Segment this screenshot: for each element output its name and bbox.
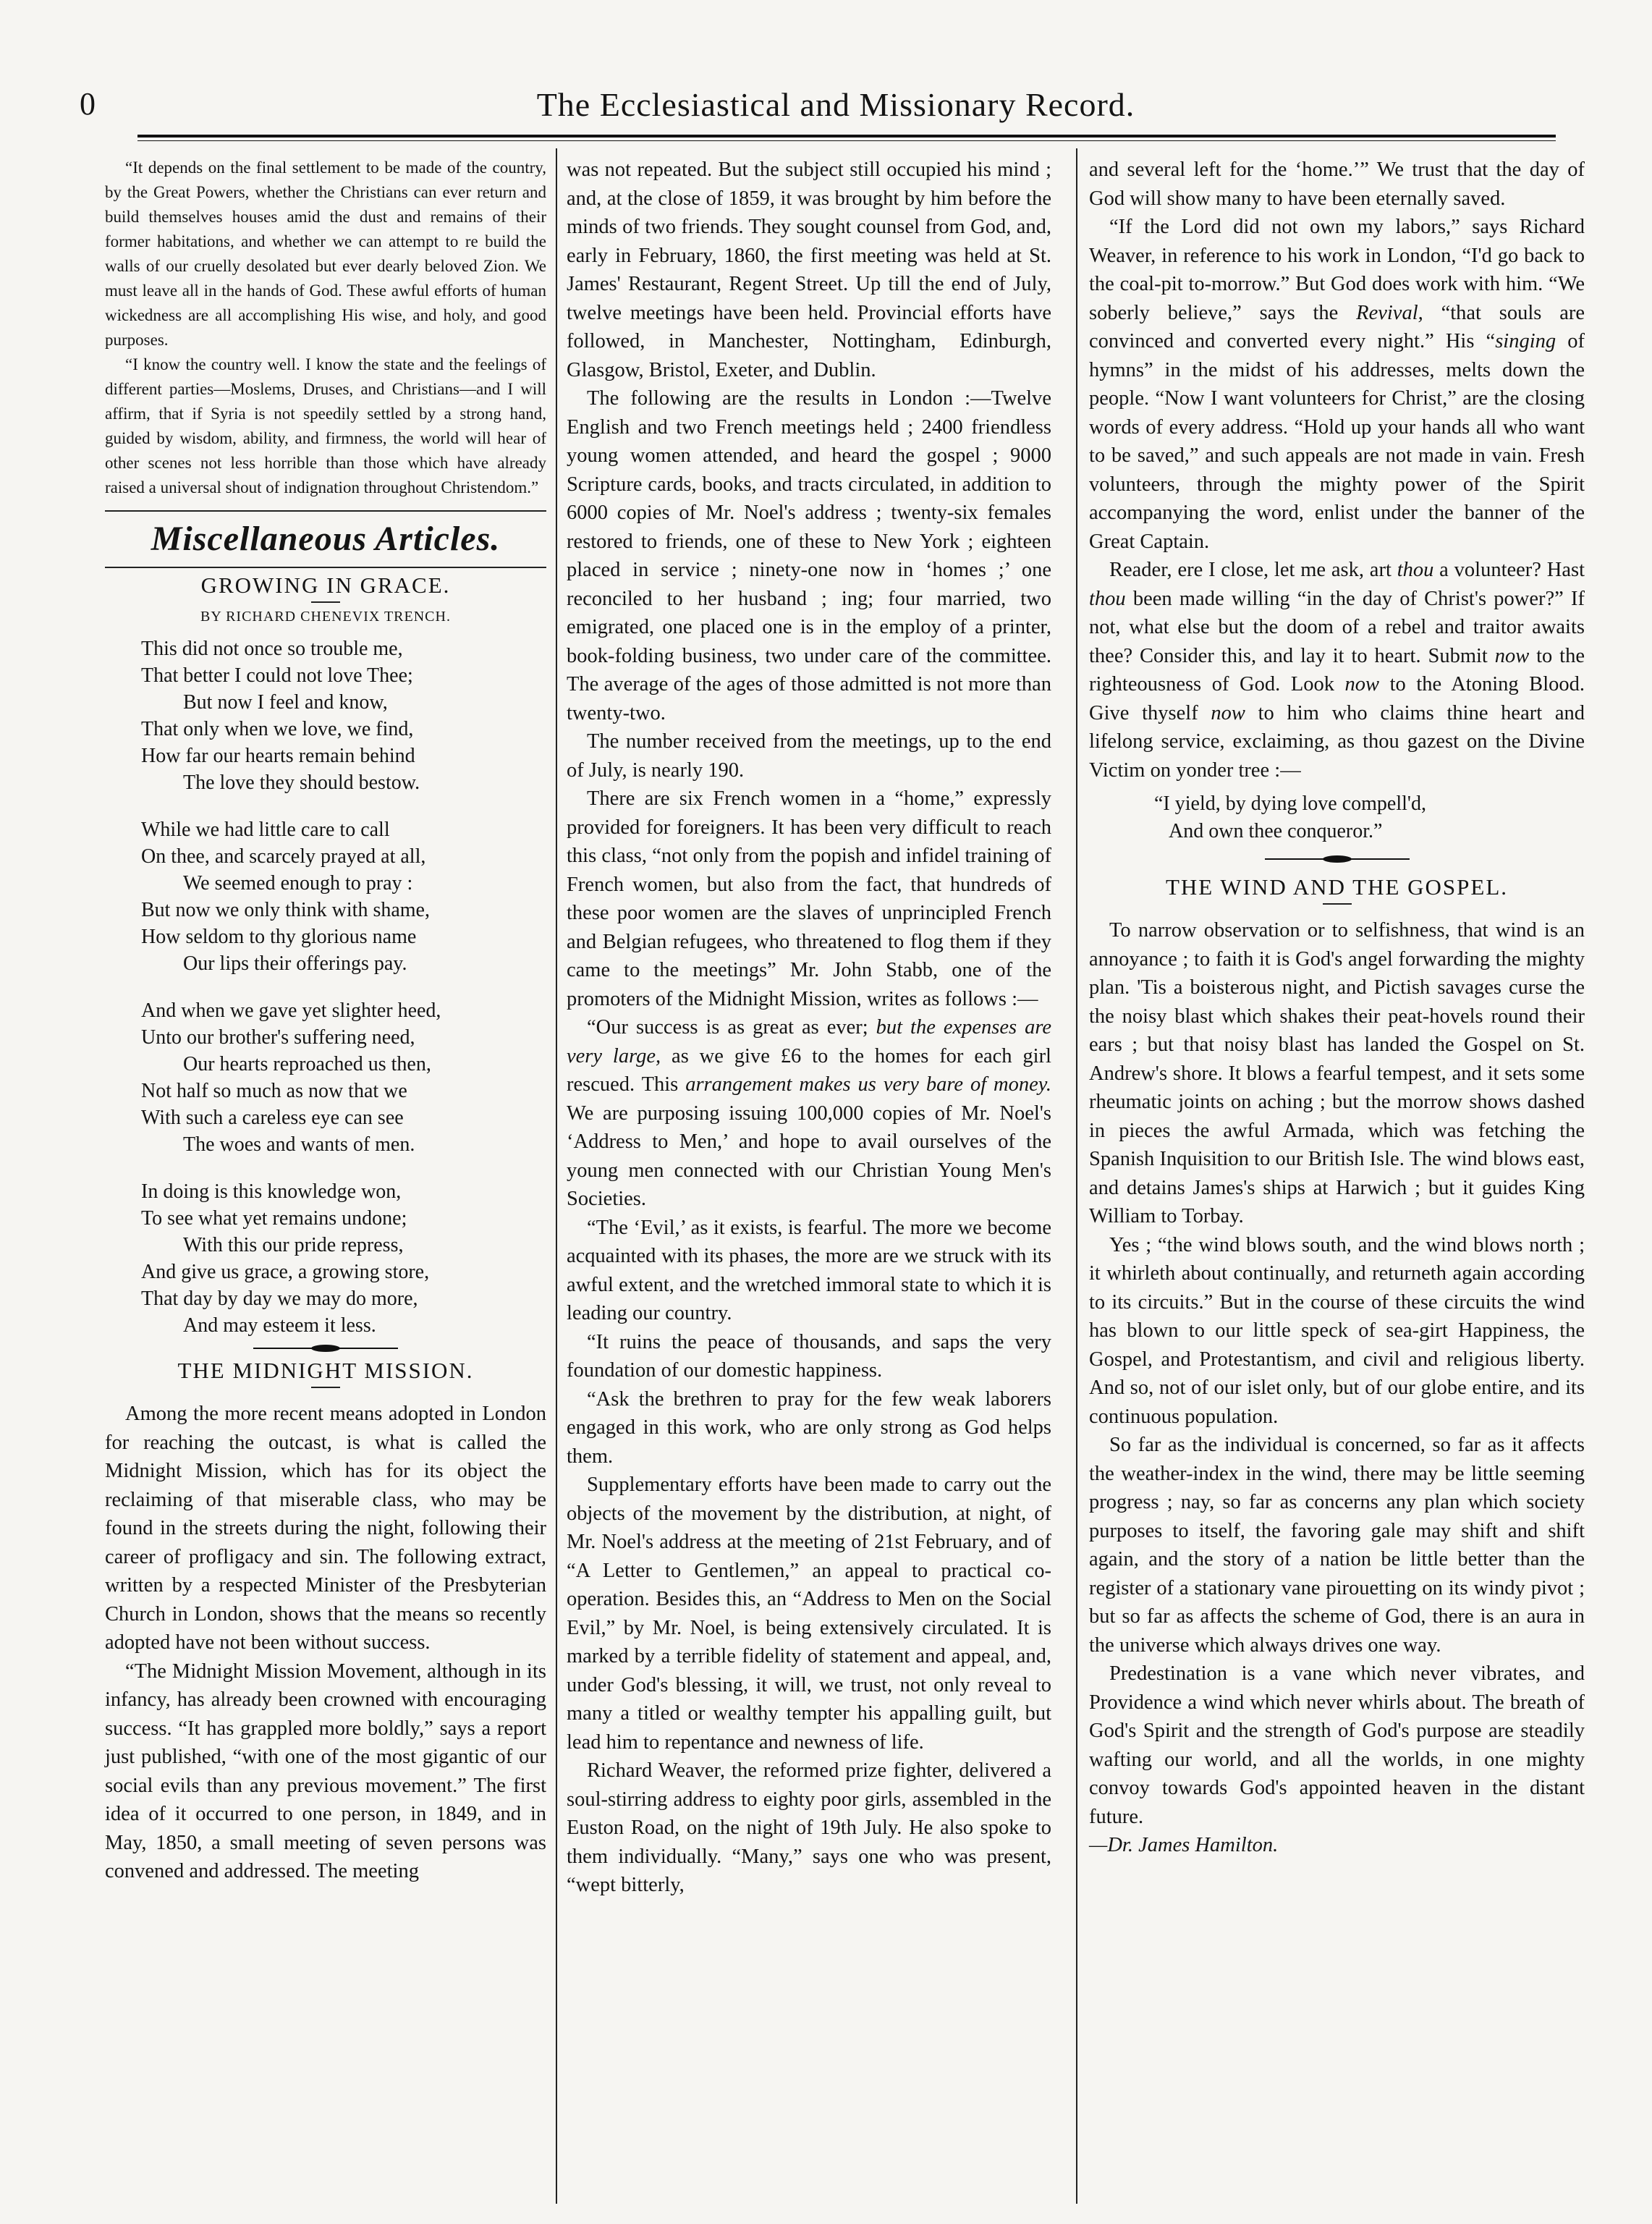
author-signature: —Dr. James Hamilton.	[1089, 1834, 1279, 1856]
article-paragraph: “Ask the brethren to pray for the few weak laborers engaged in this work, who are only strong as God helps them.	[567, 1387, 1051, 1468]
poem-line: Not half so much as now that we	[141, 1080, 407, 1102]
article-paragraph: was not repeated. But the subject still occupied his mind ; and, at the close of 1859, it was brought by him before the minds of two friends. They sought counsel from God, and, early in February, 1860, the first meeting was held at St. James' Restaurant, Regent Street. Up till the end of July, twelve meetings have been held. Provincial efforts have followed, in Manchester, Nottingham, Edinburgh, Glasgow, Bristol, Exeter, and Dublin.	[567, 158, 1051, 381]
column-divider-2	[1076, 148, 1077, 2204]
poem-line: That day by day we may do more,	[141, 1288, 418, 1310]
poem-stanza	[141, 997, 546, 1158]
poem-stanza	[141, 635, 546, 796]
wind-paragraph: Predestination is a vane which never vibrates, and Providence a wind which never whirls about. The breath of God's Spirit and the strength of God's purpose are steadily wafting our world, and all the worlds, in one mighty convoy towards God's appointed heaven in the distant future.	[1089, 1662, 1585, 1828]
header-rule-thin	[137, 140, 1556, 141]
mission-paragraph: “The Midnight Mission Movement, although in its infancy, has already been crowned with encouraging success. “It has grappled more boldly,” says a report just published, “with one of the most gigantic of our social evils than any previous movement.” The first idea of it occurred to one person, in 1849, and in May, 1850, a small meeting of seven persons was convened and addressed. The meeting	[105, 1659, 546, 1882]
section-title: Miscellaneous Articles.	[151, 520, 501, 558]
poem-stanza	[141, 816, 546, 977]
hymn-line: And own thee conqueror.”	[1169, 820, 1383, 842]
article-paragraph: Supplementary efforts have been made to carry out the objects of the movement by the distribution, at night, of Mr. Noel's address at the meeting of 21st February, and of “A Letter to Gentlemen,” an appeal to practical co-operation. Besides this, an “Address to Men on the Social Evil,” by Mr. Noel, is being extensively circulated. It is marked by a terrible fidelity of statement and appeal, and, under God's blessing, it will, we trust, not only reveal to many a titled or wealthy tempter his appalling guilt, but lead him to repentance and newness of life.	[567, 1473, 1051, 1754]
wind-paragraph: To narrow observation or to selfishness, that wind is an annoyance ; to faith it is God's angel forwarding the mighty plan. 'Tis a boisterous night, and Pictish savages curse the the noisy blast which shakes their peat-hovels round their ears ; but that noisy blast has landed the Gospel on St. Andrew's shore. It blows a fearful tempest, and it sets some rheumatic joints on aching ; but the morrow shows dashed in pieces the awful Armada, which was fetching the Spanish Inquisition to our British Isle. The wind blows east, and detains James's ships at Harwich ; but it guides King William to Torbay.	[1089, 919, 1585, 1227]
column-3	[1089, 156, 1585, 1860]
poem-line: That only when we love, we find,	[141, 718, 414, 740]
header-rule	[137, 135, 1556, 138]
poem-line: That better I could not love Thee;	[141, 664, 413, 687]
poem-line: Our lips their offerings pay.	[183, 952, 407, 975]
ornament-divider	[1265, 855, 1410, 863]
poem-line: To see what yet remains undone;	[141, 1207, 407, 1230]
poem-line: How seldom to thy glorious name	[141, 926, 417, 948]
poem-stanza	[141, 1178, 546, 1339]
poem-line: The love they should bestow.	[183, 771, 420, 794]
title-dash	[311, 601, 340, 603]
poem-line: On thee, and scarcely prayed at all,	[141, 845, 426, 868]
syria-quote-paragraph: “I know the country well. I know the state and the feelings of different parties—Moslems, Druses, and Christians—and I will affirm, that if Syria is not speedily settled by a strong hand, guided by wisdom, ability, and firmness, the world will hear of other scenes not less horrible than those which have already raised a universal shout of indignation throughout Christendom.”	[105, 355, 546, 496]
journal-title: The Ecclesiastical and Missionary Record.	[536, 86, 1135, 123]
title-dash	[1323, 903, 1352, 905]
poem-line: This did not once so trouble me,	[141, 638, 403, 660]
midnight-mission-title: THE MIDNIGHT MISSION.	[177, 1358, 474, 1383]
poem-line: And may esteem it less.	[183, 1314, 376, 1337]
column-2	[567, 156, 1051, 1900]
column-1	[105, 156, 546, 1886]
syria-quote-paragraph: “It depends on the final settlement to be made of the country, by the Great Powers, whether the Christians can ever return and build themselves houses amid the dust and remains of their former habitations, and whether we can attempt to re build the walls of our cruelly desolated but ever dearly beloved Zion. We must leave all in the hands of God. These awful efforts of human wickedness are all accomplishing His wise, and holy, and good purposes.	[105, 158, 546, 349]
mission-paragraph: Among the more recent means adopted in London for reaching the outcast, is what is called the Midnight Mission, which has for its object the reclaiming of that miserable class, who may be found in the streets during the night, following their career of profligacy and sin. The following extract, written by a respected Minister of the Presbyterian Church in London, shows that the means so recently adopted have not been without success.	[105, 1403, 546, 1654]
article-paragraph: There are six French women in a “home,” expressly provided for foreigners. It has been very difficult to reach this class, “not only from the popish and infidel training of French women, but also from the fact, that hundreds of these poor women are the slaves of unprincipled French and Belgian refugees, who threatened to flog them if they came to the meetings” Mr. John Stabb, one of the promoters of the Midnight Mission, writes as follows :—	[567, 787, 1051, 1010]
article-paragraph: The number received from the meetings, up to the end of July, is nearly 190.	[567, 730, 1051, 782]
wind-paragraph: So far as the individual is concerned, so far as it affects the weather-index in the wind, there may be little seeming progress ; nay, so far as concerns any plan which society purposes to itself, the favoring gale may shift and shift again, and the story of a nation be little better than the register of a stationary vane pirouetting on its windy pivot ; but so far as affects the scheme of God, there is an aura in the universe which always drives one way.	[1089, 1434, 1585, 1657]
poem-line: How far our hearts remain behind	[141, 745, 415, 767]
poem-line: And give us grace, a growing store,	[141, 1261, 430, 1283]
title-dash	[311, 1387, 340, 1388]
poem-line: With this our pride repress,	[183, 1234, 404, 1256]
article-paragraph: Richard Weaver, the reformed prize fighter, delivered a soul-stirring address to eighty poor girls, assembled in the Euston Road, on the night of 19th July. He also spoke to them individually. “Many,” says one who was present, “wept bitterly,	[567, 1759, 1051, 1896]
wind-gospel-title: THE WIND AND THE GOSPEL.	[1165, 874, 1509, 900]
article-paragraph: and several left for the ‘home.’” We trust that the day of God will show many to have been eternally saved.	[1089, 158, 1585, 210]
poem-line: Unto our brother's suffering need,	[141, 1026, 415, 1049]
reader-paragraph: Reader, ere I close, let me ask, art thou a volunteer? Hast thou been made willing “in the day of Christ's power?” If not, what else but the doom of a rebel and traitor awaits thee? Consider this, and lay it to heart. Submit now to the righteousness of God. Look now to the Atoning Blood. Give thyself now to him who claims thine heart and lifelong service, exclaiming, as thou gazest on the Divine Victim on yonder tree :—	[1089, 559, 1585, 782]
section-rule	[105, 510, 546, 512]
poem-byline: BY RICHARD CHENEVIX TRENCH.	[200, 609, 451, 625]
poem-line: But now I feel and know,	[183, 691, 388, 714]
page-header	[80, 85, 1592, 129]
poem-line: And when we gave yet slighter heed,	[141, 999, 441, 1022]
poem	[105, 635, 546, 1339]
poem-line: With such a careless eye can see	[141, 1107, 404, 1129]
section-rule	[105, 567, 546, 568]
weaver-paragraph: “If the Lord did not own my labors,” says Richard Weaver, in reference to his work in London, “I'd go back to the coal-pit to-morrow.” But God does work with him. “We soberly believe,” says the Revival, “that souls are convinced and converted every night.” His “singing of hymns” in the midst of his addresses, melts down the people. “Now I want volunteers for Christ,” are the closing words of every address. “Hold up your hands all who want to be saved,” and such appeals are not made in vain. Fresh volunteers, through the mighty power of the Spirit accompanying the word, enlist under the banner of the Great Captain.	[1089, 216, 1585, 553]
article-paragraph: “The ‘Evil,’ as it exists, is fearful. The more we become acquainted with its phases, the more are we struck with its awful extent, and the wretched immoral state to which it is leading our country.	[567, 1216, 1051, 1324]
poem-line: While we had little care to call	[141, 819, 390, 841]
poem-line: In doing is this knowledge won,	[141, 1180, 402, 1203]
wind-paragraph: Yes ; “the wind blows south, and the wind blows north ; it whirleth about continually, and returneth again according to its circuits.” But in the course of these circuits the wind has blown to our little speck of sea-girt Happiness, the Gospel, and Protestantism, and civil and religious liberty. And so, not of our islet only, but of our globe entire, and its continuous population.	[1089, 1233, 1585, 1428]
page-number: 0	[80, 86, 96, 122]
poem-title: GROWING IN GRACE.	[200, 572, 451, 598]
hymn-quote	[1089, 790, 1585, 845]
poem-line: We seemed enough to pray :	[183, 872, 413, 895]
stabb-quote-paragraph: “Our success is as great as ever; but the expenses are very large, as we give £6 to the homes for each girl rescued. This arrangement makes us very bare of money. We are purposing issuing 100,000 copies of Mr. Noel's ‘Address to Men,’ and hope to avail ourselves of the young men connected with our Christian Young Men's Societies.	[567, 1016, 1051, 1210]
poem-line: The woes and wants of men.	[183, 1133, 415, 1156]
poem-line: But now we only think with shame,	[141, 899, 430, 921]
article-paragraph: “It ruins the peace of thousands, and saps the very foundation of our domestic happiness.	[567, 1330, 1051, 1382]
column-divider-1	[556, 148, 557, 2204]
hymn-line: “I yield, by dying love compell'd,	[1154, 792, 1426, 815]
ornament-divider	[253, 1345, 398, 1352]
poem-line: Our hearts reproached us then,	[183, 1053, 431, 1075]
article-paragraph: The following are the results in London :—Twelve English and two French meetings held ; 2400 friendless young women attended, and heard the gospel ; 9000 Scripture cards, books, and tracts circulated, in addition to 6000 copies of Mr. Noel's address ; twenty-six females restored to friends, one of these to New York ; eighteen placed in service ; ninety-one now in ‘homes ;’ one reconciled to her husband ; ing; four married, two emigrated, one placed one is in the employ of a printer, book-folding business, two under care of the committee. The average of the ages of those admitted is not more than twenty-two.	[567, 387, 1051, 724]
